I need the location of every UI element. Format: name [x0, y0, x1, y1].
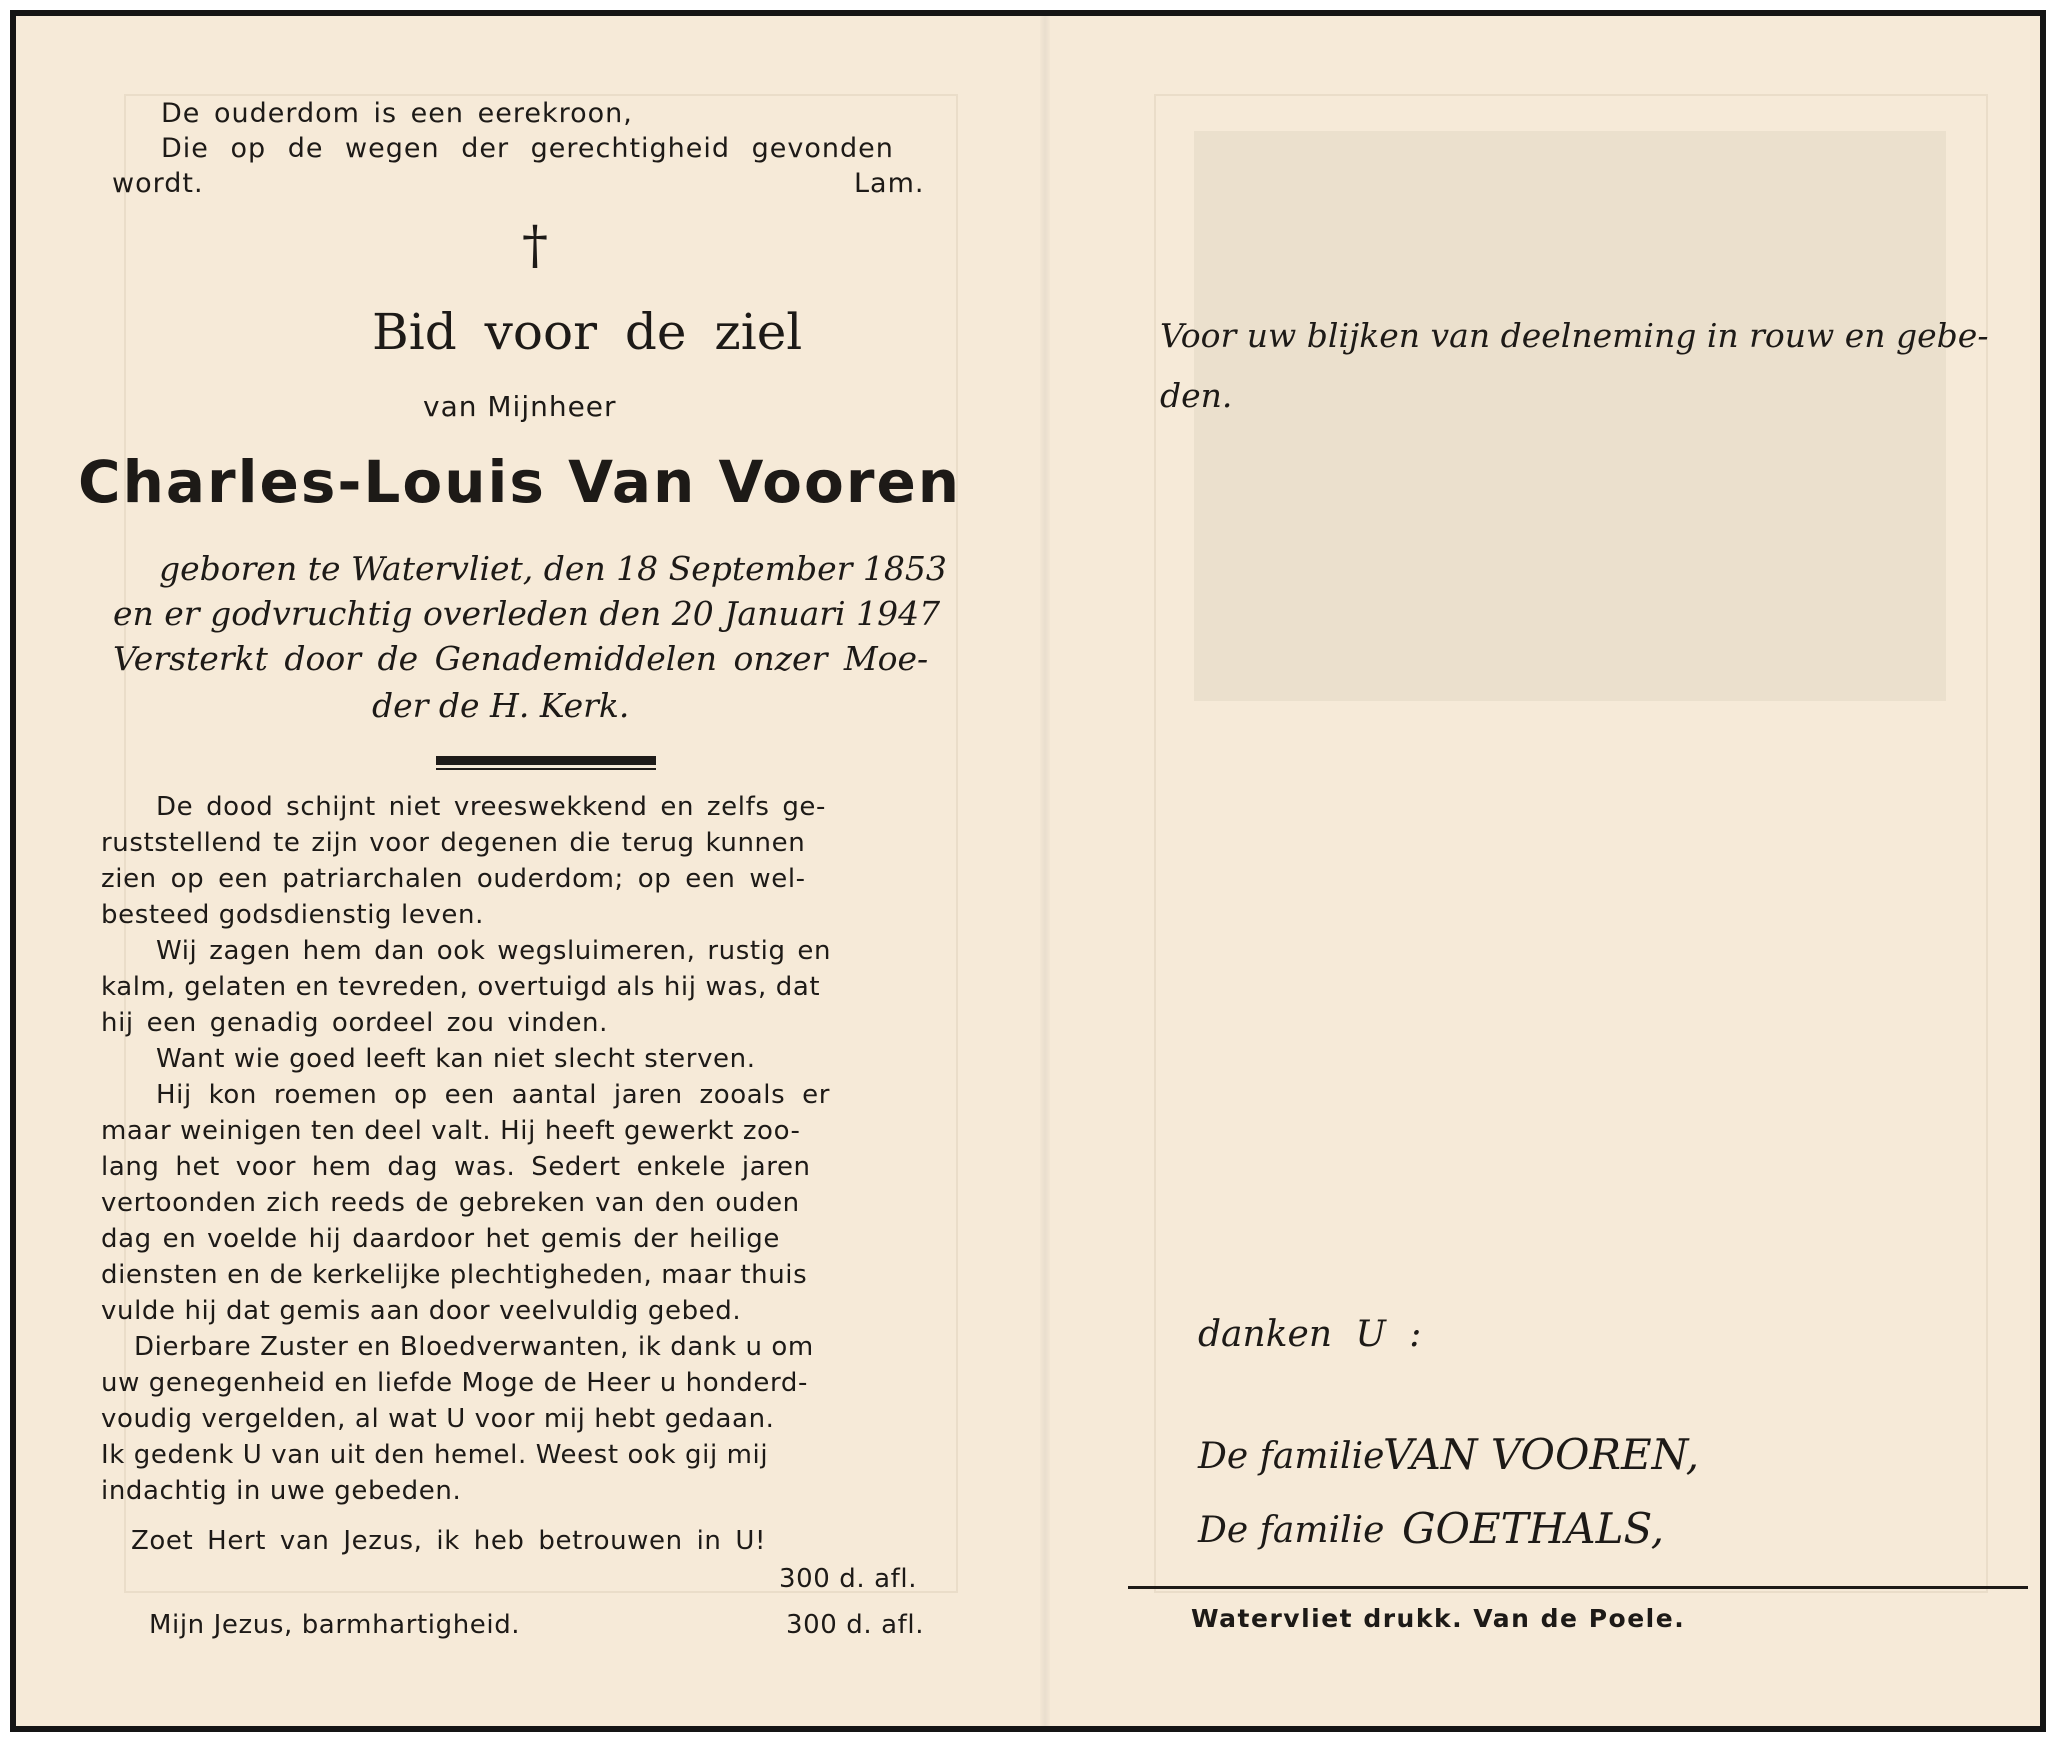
- body-line: indachtig in uwe gebeden.: [101, 1476, 462, 1506]
- memorial-card: [10, 10, 2046, 1732]
- body-line: kalm, gelaten en tevreden, overtuigd als hij was, dat: [101, 972, 821, 1002]
- family-1-name: VAN VOOREN,: [1383, 1430, 1700, 1479]
- epigraph-source: Lam.: [854, 168, 925, 199]
- body-line: Hij kon roemen op een aantal jaren zooals er: [156, 1080, 831, 1110]
- body-line: voudig vergelden, al wat U voor mij hebt gedaan.: [101, 1404, 775, 1434]
- prayer-2-indulgence: 300 d. afl.: [786, 1610, 925, 1640]
- body-line: Dierbare Zuster en Bloedverwanten, ik dank u om: [134, 1332, 814, 1362]
- prayer-1-indulgence: 300 d. afl.: [779, 1564, 918, 1594]
- danken-u: danken U :: [1198, 1314, 1422, 1355]
- honorific: van Mijnheer: [423, 390, 617, 423]
- body-line: De dood schijnt niet vreeswekkend en zelfs ge-: [156, 792, 827, 822]
- printer-imprint: Watervliet drukk. Van de Poele.: [1191, 1604, 1686, 1633]
- body-line: vertoonden zich reeds de gebreken van den ouden: [101, 1188, 800, 1218]
- body-line: dag en voelde hij daardoor het gemis der heilige: [101, 1224, 780, 1254]
- cross-icon: †: [522, 216, 548, 276]
- epigraph-line-2: Die op de wegen der gerechtigheid gevonden: [161, 133, 894, 164]
- bio-line-3: Versterkt door de Genademiddelen onzer Moe-: [113, 639, 929, 678]
- fold-line: [1040, 16, 1050, 1726]
- epigraph-line-1: De ouderdom is een eerekroon,: [161, 98, 633, 129]
- prayer-2-text: Mijn Jezus, barmhartigheid.: [149, 1610, 521, 1640]
- prayer-1-text: Zoet Hert van Jezus, ik heb betrouwen in U!: [131, 1526, 767, 1556]
- bio-line-4: der de H. Kerk.: [372, 686, 630, 725]
- body-line: zien op een patriarchalen ouderdom; op een wel-: [101, 864, 806, 894]
- thanks-line-1: Voor uw blijken van deelneming in rouw en gebe-: [1160, 316, 1989, 355]
- prayer-heading: Bid voor de ziel: [372, 303, 803, 361]
- family-2-name: GOETHALS,: [1402, 1504, 1665, 1553]
- body-line: besteed godsdienstig leven.: [101, 900, 484, 930]
- ornamental-rule-thin: [436, 768, 656, 770]
- body-line: uw genegenheid en liefde Moge de Heer u honderd-: [101, 1368, 808, 1398]
- body-line: Want wie goed leeft kan niet slecht sterven.: [156, 1044, 756, 1074]
- body-line: Wij zagen hem dan ook wegsluimeren, rustig en: [156, 936, 832, 966]
- epigraph-line-3: wordt.: [112, 168, 204, 199]
- body-line: Ik gedenk U van uit den hemel. Weest ook gij mij: [101, 1440, 769, 1470]
- body-line: maar weinigen ten deel valt. Hij heeft gewerkt zoo-: [101, 1116, 801, 1146]
- thanks-line-2: den.: [1160, 376, 1233, 415]
- family-2-prefix: De familie: [1198, 1510, 1385, 1551]
- body-line: vulde hij dat gemis aan door veelvuldig gebed.: [101, 1296, 742, 1326]
- body-line: diensten en de kerkelijke plechtigheden, maar thuis: [101, 1260, 808, 1290]
- body-line: ruststellend te zijn voor degenen die terug kunnen: [101, 828, 806, 858]
- family-1-prefix: De familie: [1198, 1436, 1385, 1477]
- body-line: lang het voor hem dag was. Sedert enkele jaren: [101, 1152, 811, 1182]
- bio-line-2: en er godvruchtig overleden den 20 Januari 1947: [113, 594, 941, 633]
- body-line: hij een genadig oordeel zou vinden.: [101, 1008, 608, 1038]
- deceased-name: Charles-Louis Van Vooren: [78, 448, 962, 516]
- bleed-through-photo: [1194, 131, 1946, 701]
- bio-line-1: geboren te Watervliet, den 18 September 1853: [159, 549, 947, 588]
- ornamental-rule: [436, 756, 656, 765]
- footer-rule: [1128, 1586, 2028, 1589]
